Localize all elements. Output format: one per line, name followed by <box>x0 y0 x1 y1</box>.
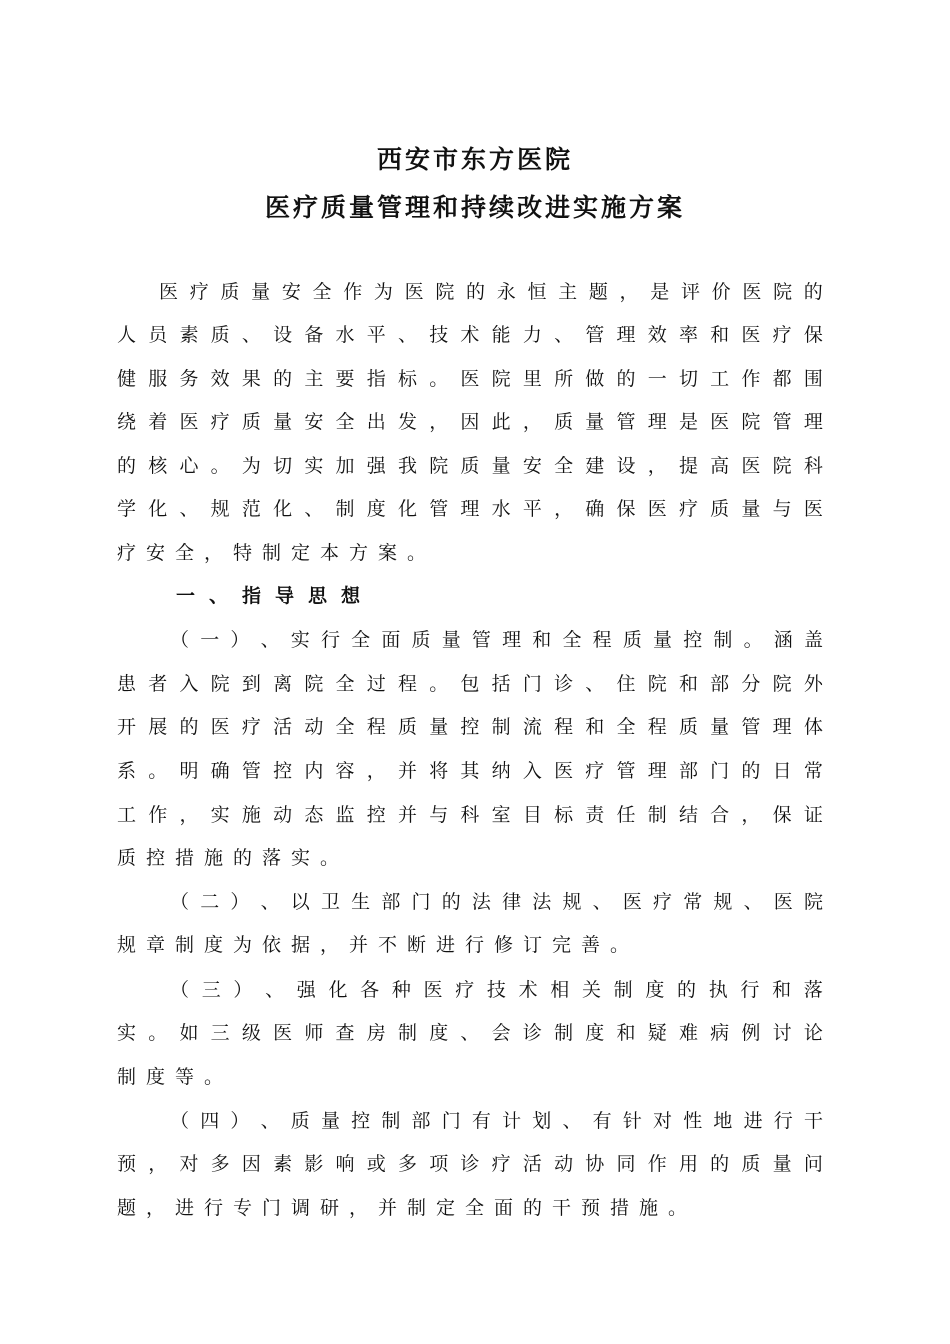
intro-line-3: 健 服 务 效 果 的 主 要 指 标 。 医 院 里 所 做 的 一 切 工 作 都 围 <box>117 368 823 390</box>
intro-line-2: 人 员 素 质 、 设 备 水 平 、 技 术 能 力 、 管 理 效 率 和 医 疗 保 <box>117 324 823 346</box>
item4-line-2: 预 ， 对 多 因 素 影 响 或 多 项 诊 疗 活 动 协 同 作 用 的 质 量 问 <box>117 1153 823 1175</box>
document-title: 医疗质量管理和持续改进实施方案 <box>264 193 685 222</box>
intro-line-5: 的 核 心 。 为 切 实 加 强 我 院 质 量 安 全 建 设 ， 提 高 医 院 科 <box>117 455 823 477</box>
item2-line-2: 规章制度为依据，并不断进行修订完善。 <box>117 934 640 956</box>
item1-line-6: 质控措施的落实。 <box>117 847 350 869</box>
item4-line-3: 题，进行专门调研，并制定全面的干预措施。 <box>117 1197 698 1219</box>
intro-line-1: 医 疗 质 量 安 全 作 为 医 院 的 永 恒 主 题 ， 是 评 价 医 院 的 <box>159 281 823 303</box>
intro-line-7: 疗安全，特制定本方案。 <box>117 542 437 564</box>
item1-line-2: 患 者 入 院 到 离 院 全 过 程 。 包 括 门 诊 、 住 院 和 部 分 院 外 <box>117 673 823 695</box>
item4-line-1: （ 四 ） 、 质 量 控 制 部 门 有 计 划 、 有 针 对 性 地 进 行 干 <box>170 1110 823 1132</box>
item1-line-1: （ 一 ） 、 实 行 全 面 质 量 管 理 和 全 程 质 量 控 制 。 涵 盖 <box>170 629 823 651</box>
item2-line-1: （ 二 ） 、 以 卫 生 部 门 的 法 律 法 规 、 医 疗 常 规 、 医 院 <box>170 891 823 913</box>
intro-line-6: 学 化 、 规 范 化 、 制 度 化 管 理 水 平 ， 确 保 医 疗 质 量 与 医 <box>117 498 823 520</box>
section-heading-guiding-ideology: 一、指导思想 <box>176 585 375 607</box>
item3-line-3: 制度等。 <box>117 1066 234 1088</box>
intro-line-4: 绕 着 医 疗 质 量 安 全 出 发 ， 因 此 ， 质 量 管 理 是 医 院 管 理 <box>117 411 823 433</box>
item3-line-1: （ 三 ） 、 强 化 各 种 医 疗 技 术 相 关 制 度 的 执 行 和 落 <box>170 979 823 1001</box>
item1-line-3: 开 展 的 医 疗 活 动 全 程 质 量 控 制 流 程 和 全 程 质 量 管 理 体 <box>117 716 823 738</box>
item1-line-5: 工 作 ， 实 施 动 态 监 控 并 与 科 室 目 标 责 任 制 结 合 ， 保 证 <box>117 804 823 826</box>
hospital-name-title: 西安市东方医院 <box>376 145 573 174</box>
item3-line-2: 实 。 如 三 级 医 师 查 房 制 度 、 会 诊 制 度 和 疑 难 病 例 讨 论 <box>117 1022 823 1044</box>
item1-line-4: 系 。 明 确 管 控 内 容 ， 并 将 其 纳 入 医 疗 管 理 部 门 的 日 常 <box>117 760 823 782</box>
